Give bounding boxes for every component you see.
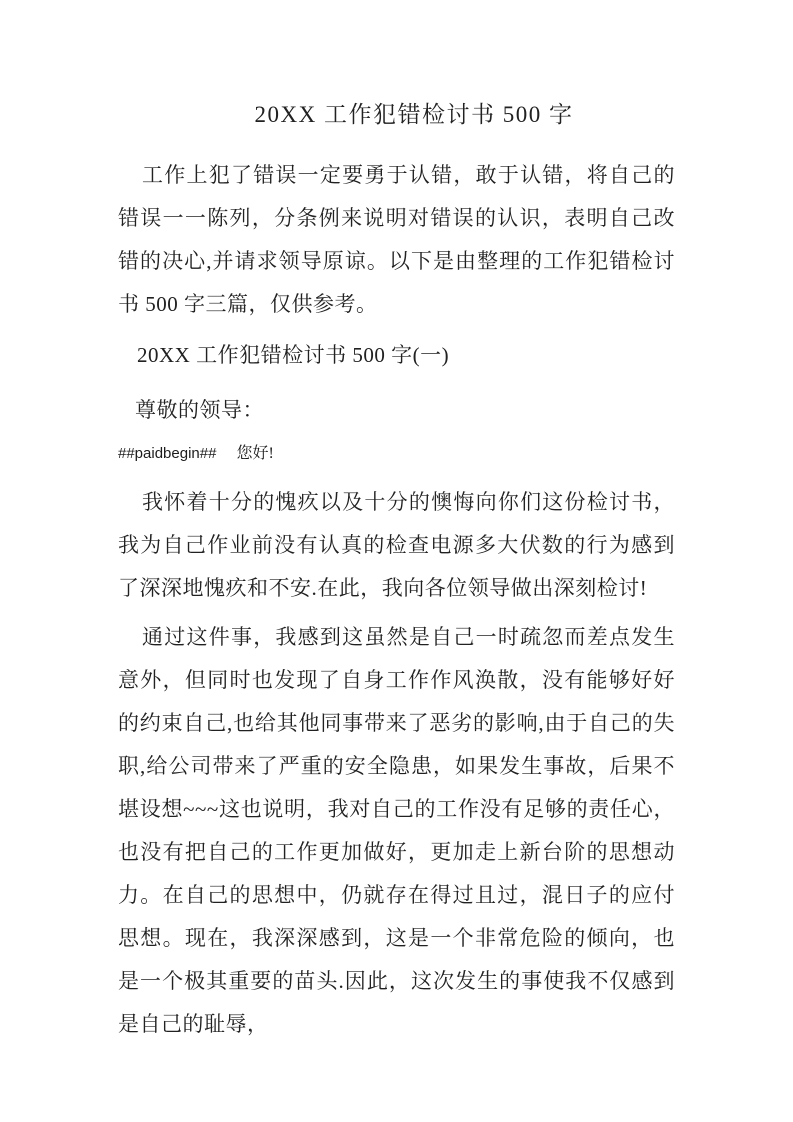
intro-paragraph: 工作上犯了错误一定要勇于认错，敢于认错，将自己的错误一一陈列，分条例来说明对错误的认识，表明自己改错的决心,并请求领导原谅。以下是由整理的工作犯错检讨书 500 字三篇，仅供参考。 (118, 163, 675, 316)
paid-begin-marker: ##paidbegin## (118, 445, 217, 462)
body-paragraph-2: 通过这件事，我感到这虽然是自己一时疏忽而差点发生意外，但同时也发现了自身工作作风涣散，没有能够好好的约束自己,也给其他同事带来了恶劣的影响,由于自己的失职,给公司带来了严重的安全隐患，如果发生事故，后果不堪设想~~~这也说明，我对自己的工作没有足够的责任心，也没有把自己的工作更加做好，更加走上新台阶的思想动力。在自己的思想中，仍就存在得过且过，混日子的应付思想。现在，我深深感到，这是一个非常危险的倾向，也是一个极其重要的苗头.因此，这次发生的事使我不仅感到是自己的耻辱， (118, 625, 675, 1036)
document-title: 20XX 工作犯错检讨书 500 字 (254, 102, 574, 127)
body-paragraph-1: 我怀着十分的愧疚以及十分的懊悔向你们这份检讨书，我为自己作业前没有认真的检查电源多大伏数的行为感到了深深地愧疚和不安.在此，我向各位领导做出深刻检讨! (118, 490, 675, 600)
salutation-line: 尊敬的领导： (135, 398, 264, 422)
paid-marker-line (118, 442, 675, 466)
greeting-text: 您好! (236, 445, 274, 462)
section-heading: 20XX 工作犯错检讨书 500 字(一) (137, 343, 450, 367)
